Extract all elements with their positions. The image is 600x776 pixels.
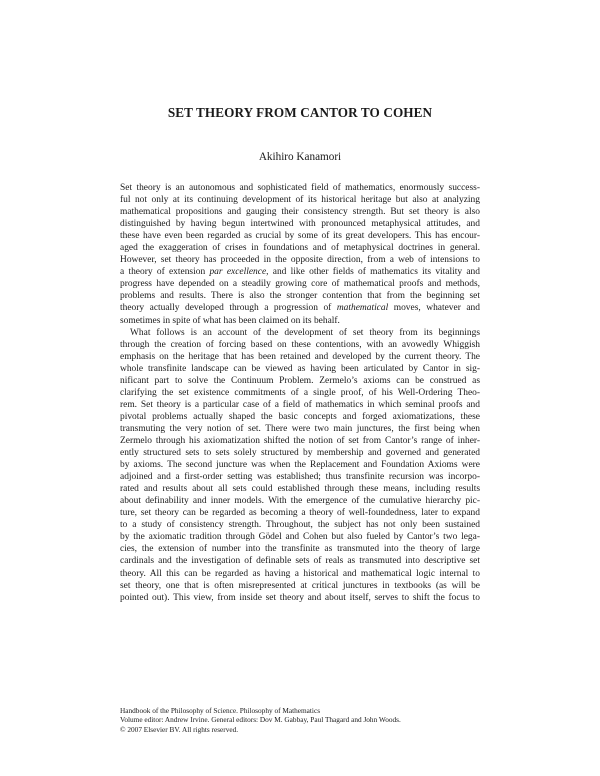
- body-line: rated and results about all sets could established through these means, including results: [120, 484, 480, 495]
- body-line: What follows is an account of the development of set theory from its beginnings: [130, 327, 480, 338]
- body-line: through the creation of forcing based on these contentions, with an avowedly Whiggish: [120, 339, 480, 350]
- body-line: rem. Set theory is a particular case of a field of mathematics in which seminal proofs and: [120, 399, 480, 410]
- body-line: by axioms. The second juncture was when the Replacement and Foundation Axioms were: [120, 460, 480, 471]
- body-line: transmuting the very notion of set. There were two main junctures, the first being when: [120, 423, 480, 434]
- body-line: a theory of extension par excellence, and like other fields of mathematics its vitality and: [120, 267, 480, 278]
- body-line: nificant part to solve the Continuum Problem. Zermelo’s axioms can be construed as: [120, 375, 480, 386]
- body-line: theory actually developed through a progression of mathematical moves, whatever and: [120, 303, 480, 314]
- body-line: However, set theory has proceeded in the opposite direction, from a web of intensions to: [120, 255, 480, 266]
- body-line: ture, set theory can be regarded as becoming a theory of well-foundedness, later to expand: [120, 508, 480, 519]
- footer-line-copyright: © 2007 Elsevier BV. All rights reserved.: [120, 724, 239, 734]
- body-line: distinguished by having begun intertwined with pronounced metaphysical attitudes, and: [120, 219, 480, 230]
- body-line: by the axiomatic tradition through Gödel and Cohen but also fueled by Cantor’s two lega-: [120, 532, 480, 543]
- body-line: ently structured sets to sets solely structured by membership and governed and generated: [120, 448, 480, 459]
- body-line: to a study of consistency strength. Throughout, the subject has not only been sustained: [120, 520, 480, 531]
- body-line: cardinals and the investigation of definable sets of reals as transmuted into descriptive set: [120, 556, 480, 567]
- body-line: problems and results. There is also the stronger contention that from the beginning set: [120, 291, 480, 302]
- body-line: adjoined and a first-order setting was established; thus transfinite recursion was incorpo-: [120, 472, 480, 483]
- body-line: mathematical propositions and gauging their consistency strength. But set theory is also: [120, 207, 480, 218]
- author-name: Akihiro Kanamori: [258, 151, 342, 163]
- paper-title: SET THEORY FROM CANTOR TO COHEN: [167, 105, 433, 120]
- body-line: emphasis on the heritage that has been retained and developed by the current theory. The: [120, 351, 480, 362]
- body-line: set theory, one that is often misrepresented at critical junctures in textbooks (as will be: [120, 580, 480, 591]
- body-line: ful not only at its continuing development of its historical heritage but also at analyzing: [120, 195, 480, 206]
- body-line: sometimes in spite of what has been claimed on its behalf.: [120, 315, 340, 326]
- body-line: pivotal problems actually shaped the basic concepts and forged axiomatizations, these: [120, 411, 480, 422]
- body-line: these have even been regarded as crucial by some of its great developers. This has encour-: [120, 231, 480, 242]
- footer-note: [120, 706, 480, 734]
- body-line: pointed out). This view, from inside set theory and about itself, serves to shift the focus to: [120, 592, 480, 603]
- body-line: aged the exaggeration of crises in foundations and of metaphysical doctrines in general.: [120, 243, 480, 254]
- body-line: Zermelo through his axiomatization shifted the notion of set from Cantor’s range of inher-: [120, 435, 480, 446]
- body-line: about definability and inner models. With the emergence of the cumulative hierarchy pic-: [120, 496, 480, 507]
- body-line: cies, the extension of number into the transfinite as transmuted into the theory of large: [120, 544, 480, 555]
- body-line: Set theory is an autonomous and sophisticated field of mathematics, enormously success-: [120, 183, 480, 193]
- body-line: clarifying the set existence commitments of a single proof, of his Well-Ordering Theo-: [120, 387, 480, 398]
- body-line: theory. All this can be regarded as having a historical and mathematical logic internal to: [120, 568, 480, 579]
- footer-line-handbook: Handbook of the Philosophy of Science. Philosophy of Mathematics: [120, 706, 321, 715]
- body-text: [120, 182, 480, 604]
- body-line: progress have depended on a steadily growing core of mathematical proofs and methods,: [120, 279, 480, 290]
- body-line: whole transfinite landscape can be viewed as having been articulated by Cantor in sig-: [120, 363, 480, 374]
- footer-line-editors: Volume editor: Andrew Irvine. General editors: Dov M. Gabbay, Paul Thagard and John Woods.: [120, 715, 401, 725]
